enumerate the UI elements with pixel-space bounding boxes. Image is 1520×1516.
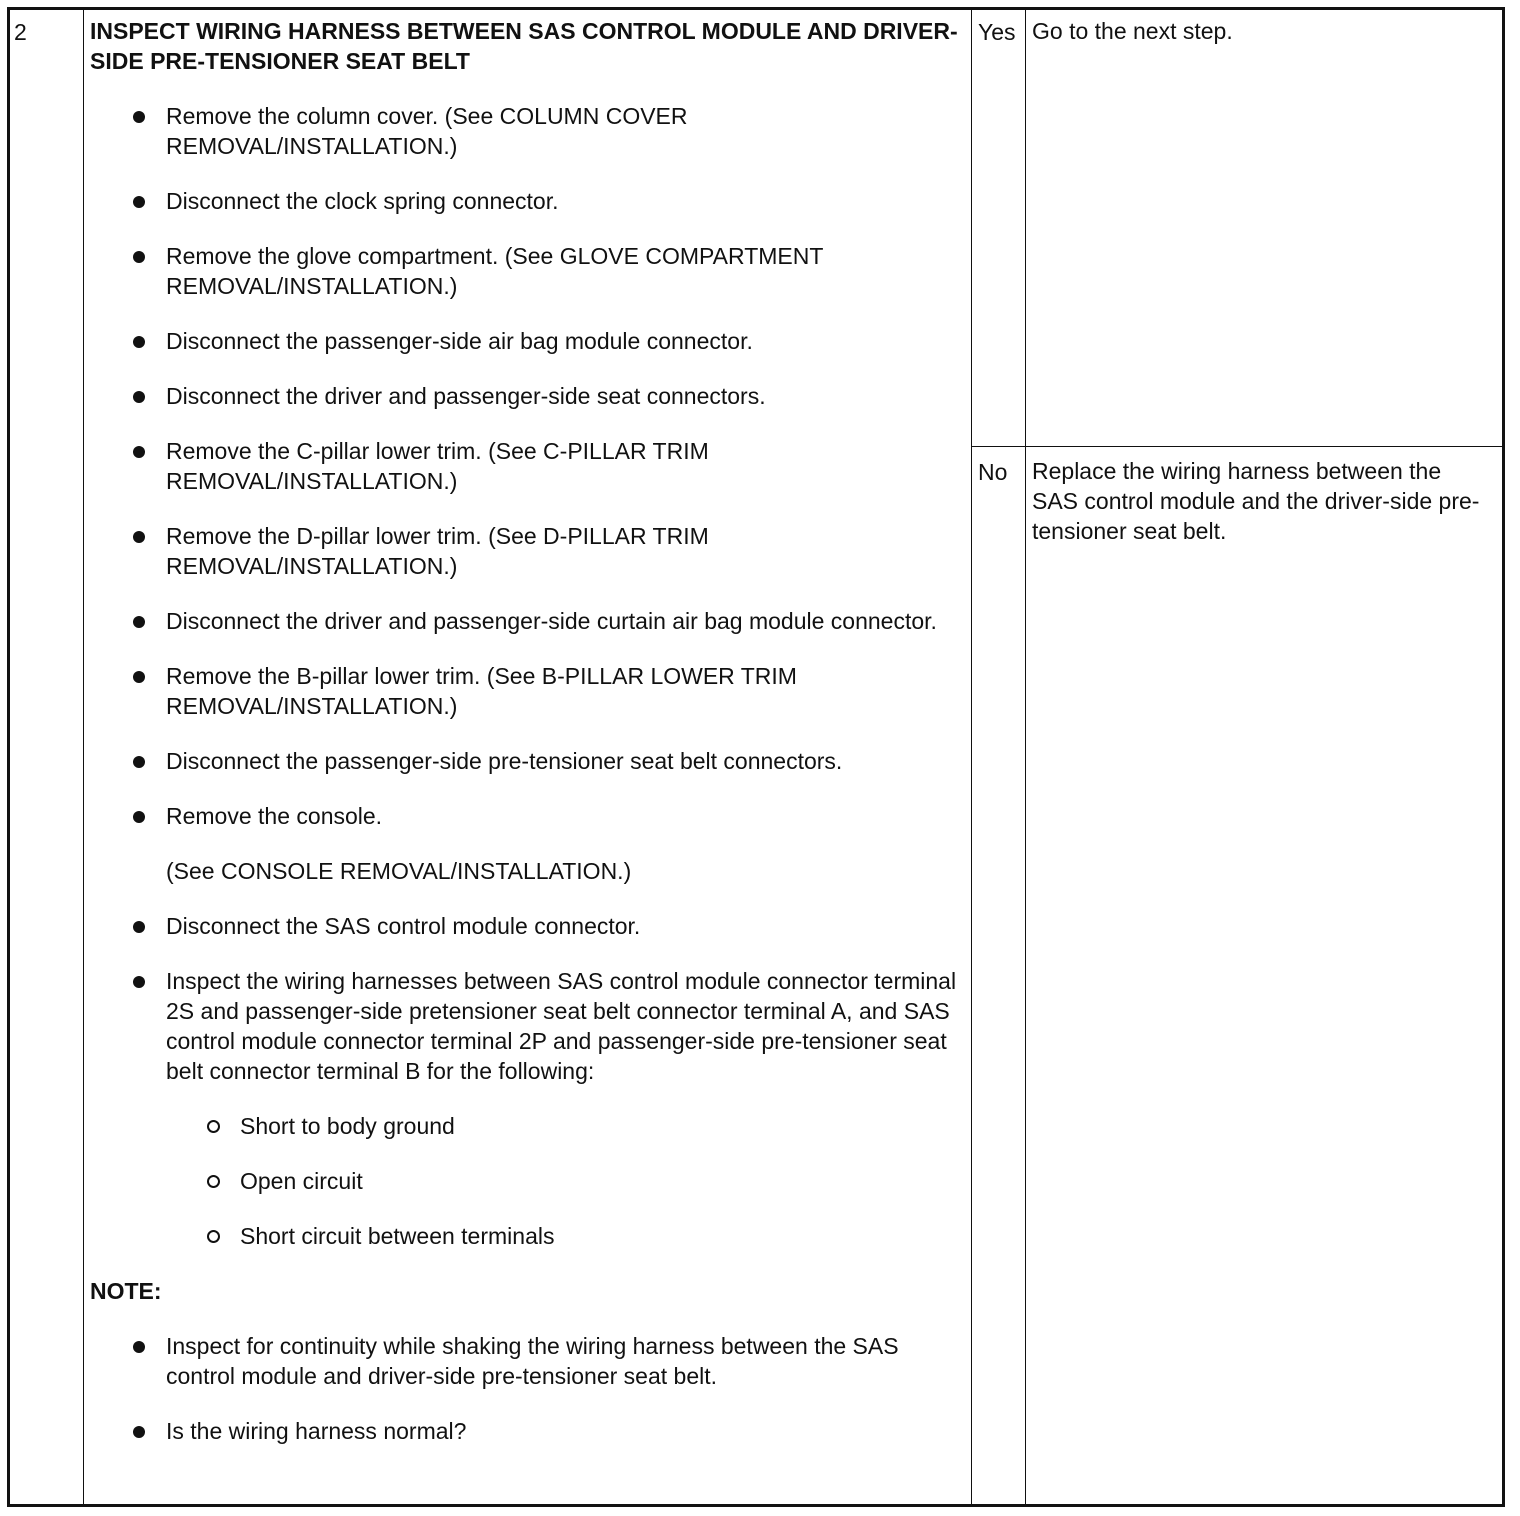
procedure-cell bbox=[90, 16, 970, 1471]
column-divider-yesno bbox=[1025, 10, 1026, 1504]
procedure-item: Remove the console. bbox=[90, 801, 970, 831]
procedure-sub-item: Open circuit bbox=[90, 1166, 970, 1196]
bullet-icon bbox=[133, 1426, 145, 1438]
step-number: 2 bbox=[14, 19, 27, 45]
procedure-item: Remove the glove compartment. (See GLOVE COMPARTMENT REMOVAL/INSTALLATION.) bbox=[90, 241, 970, 301]
procedure-item: Remove the B-pillar lower trim. (See B-PILLAR LOWER TRIM REMOVAL/INSTALLATION.) bbox=[90, 661, 970, 721]
bullet-icon bbox=[133, 251, 145, 263]
procedure-item: Disconnect the SAS control module connector. bbox=[90, 911, 970, 941]
no-action: Replace the wiring harness between the SAS control module and the driver-side pre-tensioner seat belt. bbox=[1032, 458, 1480, 544]
bullet-icon bbox=[133, 391, 145, 403]
bullet-icon bbox=[133, 531, 145, 543]
procedure-item: Disconnect the driver and passenger-side curtain air bag module connector. bbox=[90, 606, 970, 636]
procedure-item: Remove the C-pillar lower trim. (See C-PILLAR TRIM REMOVAL/INSTALLATION.) bbox=[90, 436, 970, 496]
yes-action: Go to the next step. bbox=[1032, 18, 1233, 44]
bullet-icon bbox=[133, 446, 145, 458]
hollow-bullet-icon bbox=[207, 1120, 220, 1133]
row-divider-yes-no bbox=[971, 446, 1502, 447]
procedure-item: Remove the D-pillar lower trim. (See D-PILLAR TRIM REMOVAL/INSTALLATION.) bbox=[90, 521, 970, 581]
bullet-icon bbox=[133, 671, 145, 683]
procedure-sub-item: Short circuit between terminals bbox=[90, 1221, 970, 1251]
procedure-item: Disconnect the clock spring connector. bbox=[90, 186, 970, 216]
procedure-item: Disconnect the driver and passenger-side seat connectors. bbox=[90, 381, 970, 411]
hollow-bullet-icon bbox=[207, 1175, 220, 1188]
procedure-item: Inspect the wiring harnesses between SAS control module connector terminal 2S and passenger-side pretensioner seat belt connector terminal A, and SAS control module connector terminal 2P and passenger-side pre-tensioner seat belt connector terminal B for the following: bbox=[90, 966, 970, 1086]
bullet-icon bbox=[133, 616, 145, 628]
bullet-icon bbox=[133, 756, 145, 768]
note-label: NOTE: bbox=[90, 1278, 162, 1304]
column-divider-step bbox=[83, 10, 84, 1504]
bullet-icon bbox=[133, 336, 145, 348]
bullet-icon bbox=[133, 1341, 145, 1353]
diagnostic-step-table bbox=[7, 7, 1505, 1507]
procedure-item: Disconnect the passenger-side air bag module connector. bbox=[90, 326, 970, 356]
procedure-sub-item: Short to body ground bbox=[90, 1111, 970, 1141]
bullet-icon bbox=[133, 921, 145, 933]
procedure-reference: (See CONSOLE REMOVAL/INSTALLATION.) bbox=[166, 858, 632, 884]
note-item: Inspect for continuity while shaking the wiring harness between the SAS control module and driver-side pre-tensioner seat belt. bbox=[90, 1331, 970, 1391]
hollow-bullet-icon bbox=[207, 1230, 220, 1243]
note-item: Is the wiring harness normal? bbox=[90, 1416, 970, 1446]
bullet-icon bbox=[133, 976, 145, 988]
bullet-icon bbox=[133, 196, 145, 208]
bullet-icon bbox=[133, 811, 145, 823]
procedure-item: Disconnect the passenger-side pre-tensioner seat belt connectors. bbox=[90, 746, 970, 776]
yes-label: Yes bbox=[978, 19, 1016, 45]
procedure-item: Remove the column cover. (See COLUMN COVER REMOVAL/INSTALLATION.) bbox=[90, 101, 970, 161]
step-title: INSPECT WIRING HARNESS BETWEEN SAS CONTROL MODULE AND DRIVER-SIDE PRE-TENSIONER SEAT BELT bbox=[90, 18, 958, 74]
column-divider-procedure bbox=[971, 10, 972, 1504]
bullet-icon bbox=[133, 111, 145, 123]
no-label: No bbox=[978, 459, 1008, 485]
